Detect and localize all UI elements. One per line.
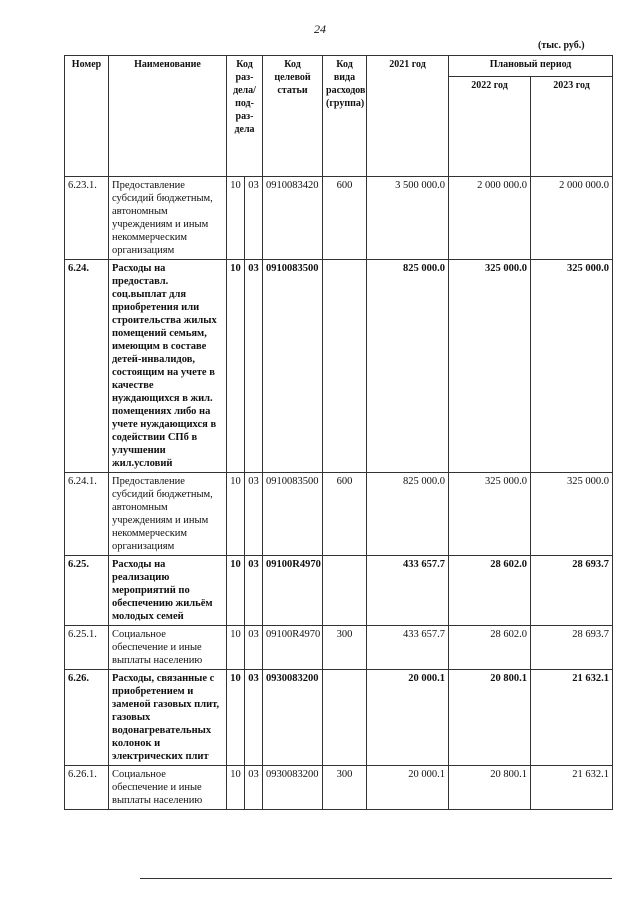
- row-expense-type: [323, 556, 367, 626]
- row-subsection: 03: [245, 177, 263, 260]
- header-plan-period: Плановый период: [449, 56, 613, 77]
- row-section: 10: [227, 766, 245, 810]
- row-name: Расходы на реализацию мероприятий по обеспечению жильём молодых семей: [109, 556, 227, 626]
- row-expense-type: 300: [323, 766, 367, 810]
- header-expense-type-code: Код вида расходов (группа): [323, 56, 367, 177]
- row-subsection: 03: [245, 260, 263, 473]
- row-section: 10: [227, 260, 245, 473]
- row-value-2022: 325 000.0: [449, 473, 531, 556]
- row-expense-type: 600: [323, 177, 367, 260]
- row-number: 6.25.: [65, 556, 109, 626]
- table-row: [65, 556, 613, 626]
- row-value-2021: 20 000.1: [367, 670, 449, 766]
- row-number: 6.25.1.: [65, 626, 109, 670]
- row-target-code: 0930083200: [263, 670, 323, 766]
- footer-divider: [140, 878, 612, 879]
- row-target-code: 0910083420: [263, 177, 323, 260]
- page-number: 24: [314, 22, 326, 36]
- table-header-row: [65, 56, 613, 77]
- row-section: 10: [227, 556, 245, 626]
- row-number: 6.23.1.: [65, 177, 109, 260]
- row-value-2023: 325 000.0: [531, 260, 613, 473]
- row-subsection: 03: [245, 556, 263, 626]
- table-row: [65, 626, 613, 670]
- header-year-2023: 2023 год: [531, 77, 613, 177]
- row-value-2023: 2 000 000.0: [531, 177, 613, 260]
- row-expense-type: 300: [323, 626, 367, 670]
- header-target-code: Код целевой статьи: [263, 56, 323, 177]
- row-value-2023: 21 632.1: [531, 766, 613, 810]
- row-value-2023: 28 693.7: [531, 626, 613, 670]
- row-name: Предоставление субсидий бюджетным, автономным учреждениям и иным некоммерческим организациям: [109, 177, 227, 260]
- row-value-2021: 433 657.7: [367, 556, 449, 626]
- row-value-2022: 20 800.1: [449, 766, 531, 810]
- header-year-2021: 2021 год: [367, 56, 449, 177]
- row-value-2021: 20 000.1: [367, 766, 449, 810]
- table-row: [65, 766, 613, 810]
- row-value-2021: 825 000.0: [367, 473, 449, 556]
- header-section-code: Код раз- дела/ под- раз- дела: [227, 56, 263, 177]
- table-row: [65, 177, 613, 260]
- row-value-2023: 21 632.1: [531, 670, 613, 766]
- row-section: 10: [227, 626, 245, 670]
- row-subsection: 03: [245, 473, 263, 556]
- row-subsection: 03: [245, 766, 263, 810]
- row-target-code: 0910083500: [263, 260, 323, 473]
- row-number: 6.26.: [65, 670, 109, 766]
- row-value-2023: 28 693.7: [531, 556, 613, 626]
- row-value-2021: 825 000.0: [367, 260, 449, 473]
- budget-table: [64, 55, 613, 810]
- row-name: Социальное обеспечение и иные выплаты населению: [109, 766, 227, 810]
- table-row: [65, 670, 613, 766]
- row-value-2021: 433 657.7: [367, 626, 449, 670]
- row-target-code: 0930083200: [263, 766, 323, 810]
- row-value-2021: 3 500 000.0: [367, 177, 449, 260]
- units-label: (тыс. руб.): [538, 40, 585, 51]
- row-target-code: 09100R4970: [263, 556, 323, 626]
- row-value-2022: 20 800.1: [449, 670, 531, 766]
- row-expense-type: [323, 260, 367, 473]
- row-subsection: 03: [245, 670, 263, 766]
- row-expense-type: [323, 670, 367, 766]
- row-number: 6.24.: [65, 260, 109, 473]
- row-section: 10: [227, 177, 245, 260]
- row-number: 6.24.1.: [65, 473, 109, 556]
- table-row: [65, 473, 613, 556]
- row-target-code: 09100R4970: [263, 626, 323, 670]
- row-target-code: 0910083500: [263, 473, 323, 556]
- header-number: Номер: [65, 56, 109, 177]
- row-name: Расходы, связанные с приобретением и заменой газовых плит, газовых водонагревательных колонок и электрических плит: [109, 670, 227, 766]
- row-section: 10: [227, 670, 245, 766]
- header-name: Наименование: [109, 56, 227, 177]
- row-value-2022: 2 000 000.0: [449, 177, 531, 260]
- row-number: 6.26.1.: [65, 766, 109, 810]
- row-value-2022: 28 602.0: [449, 556, 531, 626]
- row-value-2022: 325 000.0: [449, 260, 531, 473]
- header-year-2022: 2022 год: [449, 77, 531, 177]
- row-name: Расходы на предоставл. соц.выплат для приобретения или строительства жилых помещений семьям, имеющим в составе детей-инвалидов, состоящим на учете в качестве нуждающихся в жил. помещениях либо на учете нуждающихся в содействии СПб в улучшении жил.условий: [109, 260, 227, 473]
- row-name: Социальное обеспечение и иные выплаты населению: [109, 626, 227, 670]
- row-value-2023: 325 000.0: [531, 473, 613, 556]
- row-name: Предоставление субсидий бюджетным, автономным учреждениям и иным некоммерческим организациям: [109, 473, 227, 556]
- row-expense-type: 600: [323, 473, 367, 556]
- row-value-2022: 28 602.0: [449, 626, 531, 670]
- table-row: [65, 260, 613, 473]
- row-section: 10: [227, 473, 245, 556]
- row-subsection: 03: [245, 626, 263, 670]
